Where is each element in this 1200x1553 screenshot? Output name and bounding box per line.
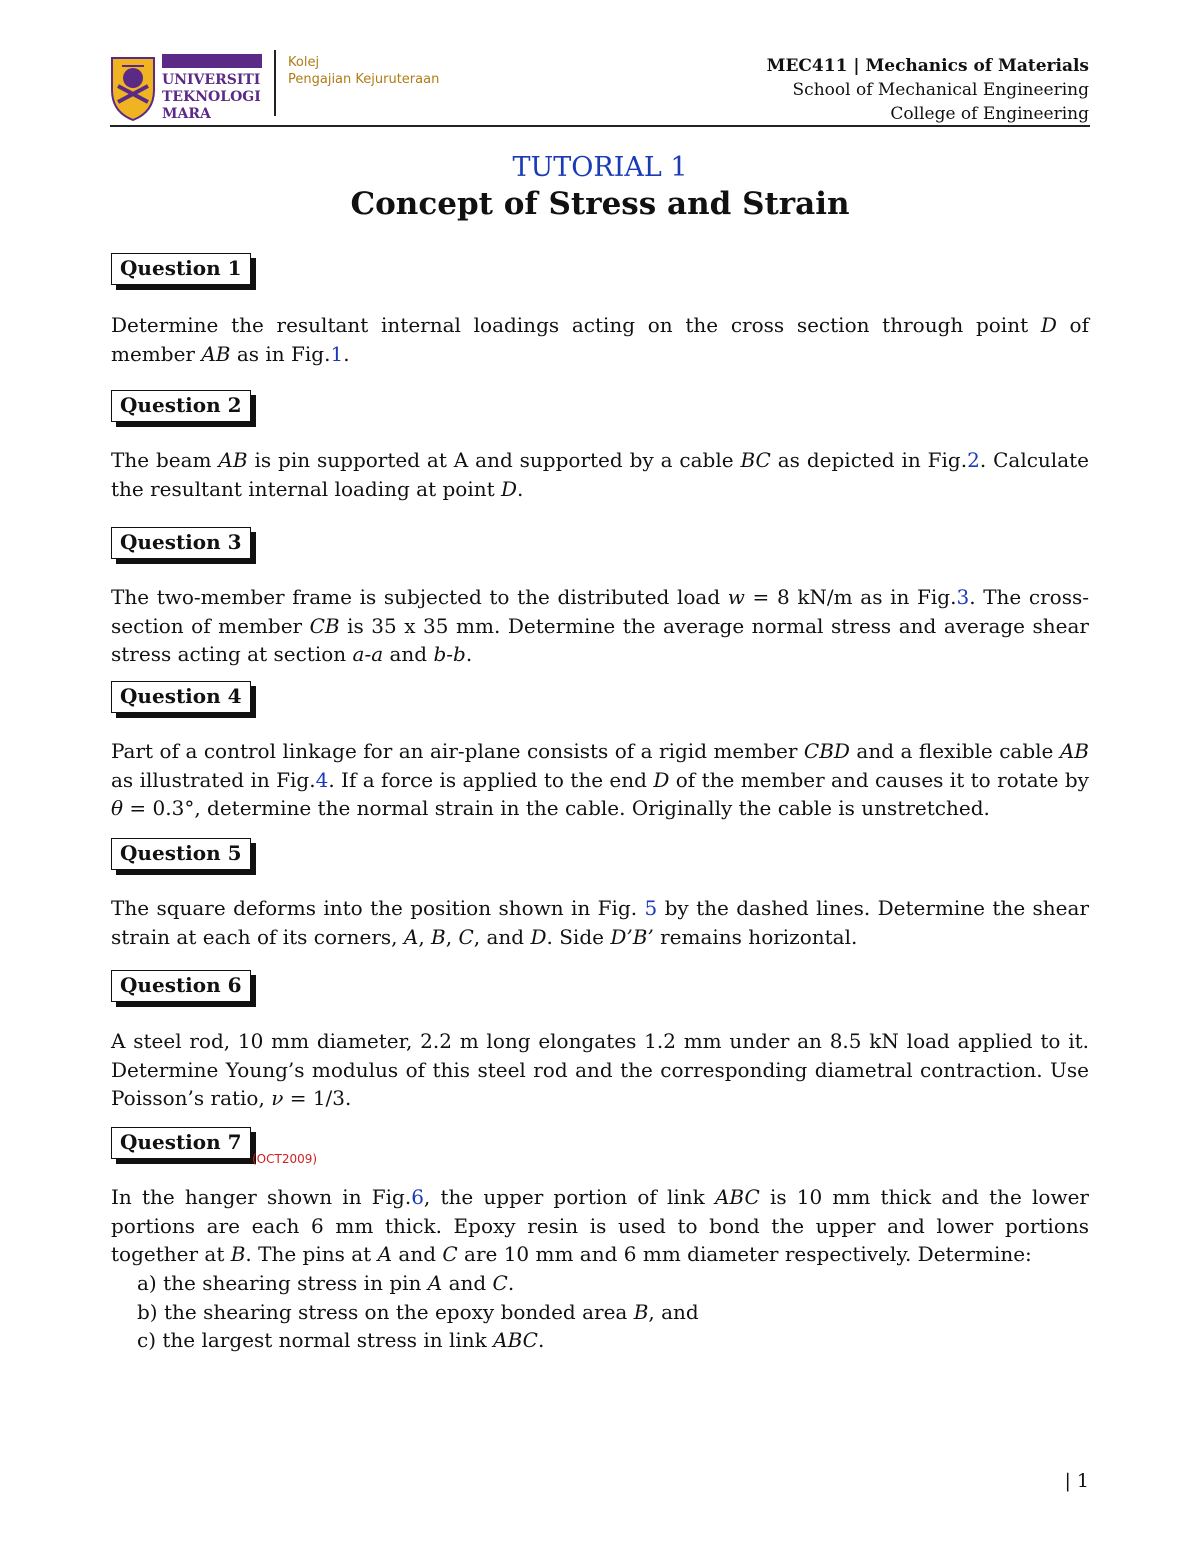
question-3-heading: Question 3 (111, 527, 251, 559)
text-run: θ (111, 796, 124, 820)
college-name: College of Engineering (890, 104, 1089, 124)
figure-ref[interactable]: 5 (644, 896, 658, 920)
text-run: The square deforms into the position shown in Fig. (111, 896, 645, 920)
text-run: . (465, 642, 473, 666)
text-run: . The pins at (245, 1242, 378, 1266)
text-run: CB (309, 613, 340, 638)
text-run: BC (740, 448, 771, 472)
text-run: The beam (111, 448, 219, 472)
text-run: . (517, 476, 524, 501)
text-run: A steel rod, 10 mm diameter, 2.2 m long elongates 1.2 mm under an 8.5 kN load applied to it. Determine Young’s modulus of this steel rod and the corresponding diametral contraction. Use Poisson’s ratio, (111, 1029, 1089, 1110)
text-run: b-b (433, 642, 466, 666)
text-run: is 35 x 35 mm. Determine the average normal stress and average shear stress acting at section (111, 613, 1089, 666)
text-run: = 0.3°, determine the normal strain in the cable. Originally the cable is unstretched. (123, 796, 990, 820)
college-wordmark (288, 54, 439, 88)
text-run: of the member and causes it to rotate by (669, 767, 1089, 792)
text-run: = 1/3. (283, 1086, 352, 1110)
figure-ref[interactable]: 4 (315, 767, 329, 792)
text-run: AB (1059, 739, 1089, 763)
text-run: and (383, 642, 434, 666)
text-run: A (403, 924, 419, 949)
text-run: ν (271, 1086, 284, 1110)
text-run: . (343, 341, 350, 366)
text-run: . If a force is applied to the end (328, 767, 654, 792)
uitm-logo (110, 50, 266, 122)
logo-divider (274, 50, 276, 116)
question-7-exam-tag: (OCT2009) (252, 1152, 318, 1166)
text-run: , and (648, 1299, 699, 1324)
text-run: D (530, 924, 547, 949)
subpart-item (137, 1298, 699, 1327)
text-run: as illustrated in Fig. (111, 767, 316, 792)
question-7-text (111, 1183, 1089, 1269)
text-run: A (427, 1271, 443, 1295)
text-run: C (442, 1242, 458, 1266)
figure-ref[interactable]: 6 (411, 1185, 424, 1209)
text-run: by the dashed lines. Determine the shear strain at each of its corners, (111, 896, 1089, 949)
college-line-1: Kolej (288, 55, 320, 70)
text-run: . (507, 1271, 515, 1295)
question-6-text (111, 1027, 1089, 1113)
text-run: as depicted in Fig. (770, 448, 968, 472)
question-2-heading: Question 2 (111, 390, 251, 422)
text-run: . Calculate the resultant internal loading at point (111, 448, 1089, 501)
text-run: , the upper portion of link (423, 1185, 715, 1209)
text-run: a) the shearing stress in pin (137, 1271, 428, 1295)
logo-line-3: MARA (162, 106, 211, 122)
subpart-item (137, 1269, 699, 1298)
figure-ref[interactable]: 1 (330, 341, 344, 366)
text-run: are 10 mm and 6 mm diameter respectively. Determine: (457, 1242, 1032, 1266)
school-name: School of Mechanical Engineering (792, 80, 1089, 100)
text-run: is pin supported at A and supported by a cable (247, 448, 741, 472)
text-run: as in Fig. (230, 341, 331, 366)
logo-line-1: UNIVERSITI (162, 72, 261, 88)
text-run: b) the shearing stress on the epoxy bonded area (137, 1299, 634, 1324)
text-run: remains horizontal. (653, 924, 858, 949)
tutorial-number: TUTORIAL 1 (512, 152, 688, 183)
question-3-text (111, 583, 1089, 669)
question-7-heading: Question 7 (111, 1127, 251, 1159)
text-run: a-a (352, 642, 384, 666)
text-run: A (377, 1242, 393, 1266)
text-run: Determine the resultant internal loadings acting on the cross section through point (111, 313, 1041, 337)
header-rule (110, 125, 1090, 127)
course-title: MEC411 | Mechanics of Materials (766, 56, 1089, 76)
college-line-2: Pengajian Kejuruteraan (288, 72, 440, 87)
text-run: C (492, 1271, 508, 1295)
text-run: C (458, 924, 474, 949)
text-run: The two-member frame is subjected to the distributed load (111, 585, 728, 609)
subpart-item (137, 1326, 699, 1355)
text-run: . (537, 1328, 545, 1352)
text-run: , (445, 924, 459, 949)
question-1-text (111, 311, 1089, 368)
figure-ref[interactable]: 3 (956, 585, 970, 609)
text-run: = 8 kN/m as in Fig. (744, 585, 957, 609)
text-run: ABC (493, 1328, 538, 1352)
text-run: , (418, 924, 432, 949)
text-run: D’B’ (610, 924, 654, 949)
page-title: Concept of Stress and Strain (350, 186, 850, 222)
question-4-heading: Question 4 (111, 681, 251, 713)
text-run: and a flexible cable (849, 739, 1060, 763)
logo-line-2: TEKNOLOGI (162, 89, 261, 105)
question-6-heading: Question 6 (111, 970, 251, 1002)
question-4-text (111, 737, 1089, 823)
text-run: D (501, 476, 518, 501)
text-run: AB (201, 341, 231, 366)
text-run: of member (111, 313, 1089, 366)
text-run: . Side (546, 924, 611, 949)
text-run: ABC (714, 1185, 760, 1209)
text-run: B (431, 924, 446, 949)
text-run: In the hanger shown in Fig. (111, 1185, 412, 1209)
text-run: B (633, 1299, 649, 1324)
text-run: and (442, 1271, 493, 1295)
text-run: D (653, 767, 670, 792)
question-1-heading: Question 1 (111, 253, 251, 285)
text-run: c) the largest normal stress in link (137, 1328, 494, 1352)
text-run: D (1040, 313, 1057, 337)
text-run: w (727, 585, 745, 609)
text-run: AB (218, 448, 248, 472)
text-run: Part of a control linkage for an air-plane consists of a rigid member (111, 739, 804, 763)
text-run: . The cross-section of member (111, 585, 1089, 638)
text-run: B (230, 1242, 246, 1266)
text-run: is 10 mm thick and the lower portions are each 6 mm thick. Epoxy resin is used to bond the upper and lower portions together at (111, 1185, 1089, 1266)
page-number: | 1 (1064, 1470, 1089, 1492)
question-5-text (111, 894, 1089, 951)
question-7-subparts (137, 1269, 699, 1355)
text-run: CBD (803, 739, 850, 763)
text-run: and (392, 1242, 443, 1266)
figure-ref[interactable]: 2 (967, 448, 980, 472)
text-run: , and (473, 924, 531, 949)
question-5-heading: Question 5 (111, 838, 251, 870)
header-course-info (767, 54, 1089, 126)
question-2-text (111, 446, 1089, 503)
